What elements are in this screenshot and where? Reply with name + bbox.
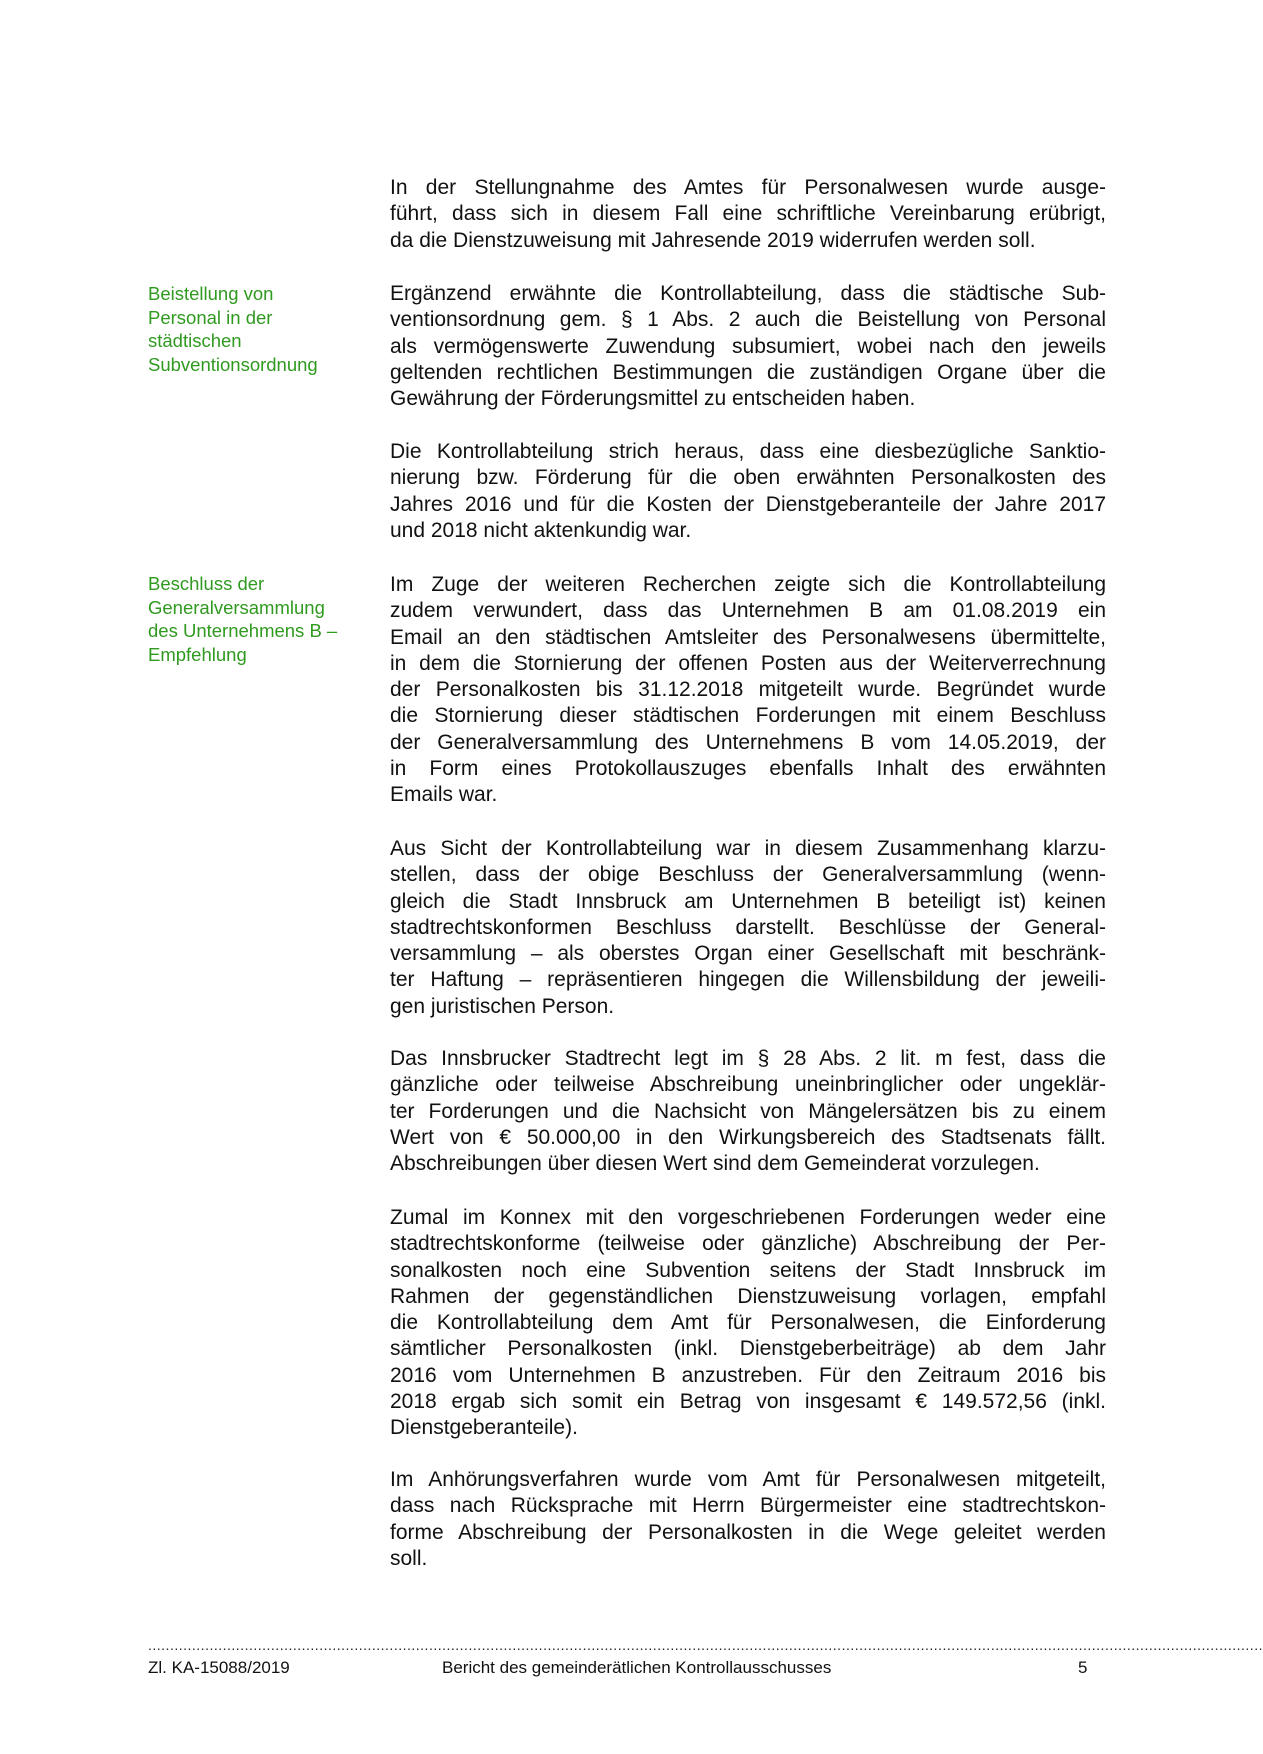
paragraph-line: Email an den städtischen Amtsleiter des Personalwesens übermittelte, (390, 625, 1106, 649)
margin-note-line: Beistellung von (148, 283, 274, 304)
paragraph-line: stadtrechtskonforme (teilweise oder gänzliche) Abschreibung der Per- (390, 1232, 1106, 1256)
margin-note (148, 282, 368, 376)
paragraph-line: und 2018 nicht aktenkundig war. (390, 518, 692, 542)
body-paragraph (390, 1046, 1106, 1177)
paragraph-line: stadtrechtskonformen Beschluss darstellt. Beschlüsse der General- (390, 915, 1106, 939)
body-paragraph (390, 439, 1106, 544)
paragraph-line: Gewährung der Förderungsmittel zu entscheiden haben. (390, 387, 916, 411)
paragraph-line: dass nach Rücksprache mit Herrn Bürgermeister eine stadtrechtskon- (390, 1494, 1106, 1518)
margin-note-line: Beschluss der (148, 573, 265, 594)
paragraph-line: sonalkosten noch eine Subvention seitens der Stadt Innsbruck im (390, 1258, 1106, 1282)
paragraph-line: Zumal im Konnex mit den vorgeschriebenen Forderungen weder eine (390, 1206, 1106, 1229)
paragraph-line: Aus Sicht der Kontrollabteilung war in diesem Zusammenhang klarzu- (390, 837, 1106, 860)
paragraph-line: soll. (390, 1546, 428, 1570)
body-paragraph (390, 836, 1106, 1020)
paragraph-line: gen juristischen Person. (390, 994, 615, 1018)
paragraph-line: Abschreibungen über diesen Wert sind dem Gemeinderat vorzulegen. (390, 1152, 1040, 1176)
footer-reference: Zl. KA-15088/2019 (148, 1658, 290, 1677)
paragraph-line: führt, dass sich in diesem Fall eine schriftliche Vereinbarung erübrigt, (390, 202, 1106, 226)
paragraph-line: Ergänzend erwähnte die Kontrollabteilung, dass die städtische Sub- (390, 282, 1106, 305)
paragraph-line: 2018 ergab sich somit ein Betrag von insgesamt € 149.572,56 (inkl. (390, 1390, 1106, 1414)
margin-note-line: des Unternehmens B – (148, 620, 338, 641)
margin-note-line: Empfehlung (148, 643, 247, 665)
paragraph-line: in Form eines Protokollauszuges ebenfalls Inhalt des erwähnten (390, 757, 1106, 781)
paragraph-line: sämtlicher Personalkosten (inkl. Dienstgeberbeiträge) ab dem Jahr (390, 1337, 1106, 1361)
paragraph-line: in dem die Stornierung der offenen Posten aus der Weiterverrechnung (390, 651, 1106, 675)
paragraph-line: Das Innsbrucker Stadtrecht legt im § 28 Abs. 2 lit. m fest, dass die (390, 1047, 1106, 1070)
margin-note (148, 572, 368, 666)
paragraph-line: Wert von € 50.000,00 in den Wirkungsbereich des Stadtsenats fällt. (390, 1125, 1106, 1149)
paragraph-line: gleich die Stadt Innsbruck am Unternehmen B beteiligt ist) keinen (390, 889, 1106, 913)
margin-note-line: Subventionsordnung (148, 353, 318, 375)
paragraph-line: In der Stellungnahme des Amtes für Personalwesen wurde ausge- (390, 176, 1106, 199)
paragraph-line: zudem verwundert, dass das Unternehmen B am 01.08.2019 ein (390, 599, 1106, 623)
body-paragraph (390, 572, 1106, 809)
margin-note-line: städtischen (148, 330, 242, 351)
paragraph-line: Jahres 2016 und für die Kosten der Dienstgeberanteile der Jahre 2017 (390, 492, 1106, 516)
paragraph-line: versammlung – als oberstes Organ einer Gesellschaft mit beschränk- (390, 942, 1106, 966)
paragraph-line: gänzliche oder teilweise Abschreibung uneinbringlicher oder ungeklär- (390, 1073, 1106, 1097)
paragraph-line: Im Anhörungsverfahren wurde vom Amt für Personalwesen mitgeteilt, (390, 1468, 1106, 1491)
body-paragraph (390, 281, 1106, 412)
paragraph-line: Rahmen der gegenständlichen Dienstzuweisung vorlagen, empfahl (390, 1284, 1106, 1308)
paragraph-line: Dienstgeberanteile). (390, 1416, 578, 1440)
paragraph-line: Die Kontrollabteilung strich heraus, dass eine diesbezügliche Sanktio- (390, 440, 1106, 463)
paragraph-line: stellen, dass der obige Beschluss der Generalversammlung (wenn- (390, 863, 1106, 887)
footer-divider: .............................................................................................................................................................................................................................................................. (148, 1637, 1263, 1653)
page-number: 5 (1078, 1658, 1088, 1677)
footer-title: Bericht des gemeinderätlichen Kontrollausschusses (442, 1658, 832, 1677)
paragraph-line: der Personalkosten bis 31.12.2018 mitgeteilt wurde. Begründet wurde (390, 678, 1106, 702)
paragraph-line: ter Haftung – repräsentieren hingegen die Willensbildung der jeweili- (390, 968, 1106, 992)
paragraph-line: Emails war. (390, 783, 498, 807)
paragraph-line: ter Forderungen und die Nachsicht von Mängelersätzen bis zu einem (390, 1099, 1106, 1123)
paragraph-line: da die Dienstzuweisung mit Jahresende 2019 widerrufen werden soll. (390, 228, 1036, 252)
paragraph-line: forme Abschreibung der Personalkosten in die Wege geleitet werden (390, 1520, 1106, 1544)
paragraph-line: als vermögenswerte Zuwendung subsumiert, wobei nach den jeweils (390, 334, 1106, 358)
paragraph-line: der Generalversammlung des Unternehmens B vom 14.05.2019, der (390, 730, 1106, 754)
paragraph-line: Im Zuge der weiteren Recherchen zeigte sich die Kontrollabteilung (390, 573, 1106, 596)
body-paragraph (390, 175, 1106, 254)
paragraph-line: 2016 vom Unternehmen B anzustreben. Für den Zeitraum 2016 bis (390, 1363, 1106, 1387)
margin-note-line: Personal in der (148, 306, 273, 328)
paragraph-line: geltenden rechtlichen Bestimmungen die zuständigen Organe über die (390, 360, 1106, 384)
paragraph-line: die Kontrollabteilung dem Amt für Personalwesen, die Einforderung (390, 1311, 1106, 1335)
body-paragraph (390, 1205, 1106, 1442)
paragraph-line: die Stornierung dieser städtischen Forderungen mit einem Beschluss (390, 704, 1106, 728)
paragraph-line: ventionsordnung gem. § 1 Abs. 2 auch die Beistellung von Personal (390, 308, 1106, 332)
margin-note-line: Generalversammlung (148, 596, 325, 618)
paragraph-line: nierung bzw. Förderung für die oben erwähnten Personalkosten des (390, 466, 1106, 490)
body-paragraph (390, 1467, 1106, 1572)
